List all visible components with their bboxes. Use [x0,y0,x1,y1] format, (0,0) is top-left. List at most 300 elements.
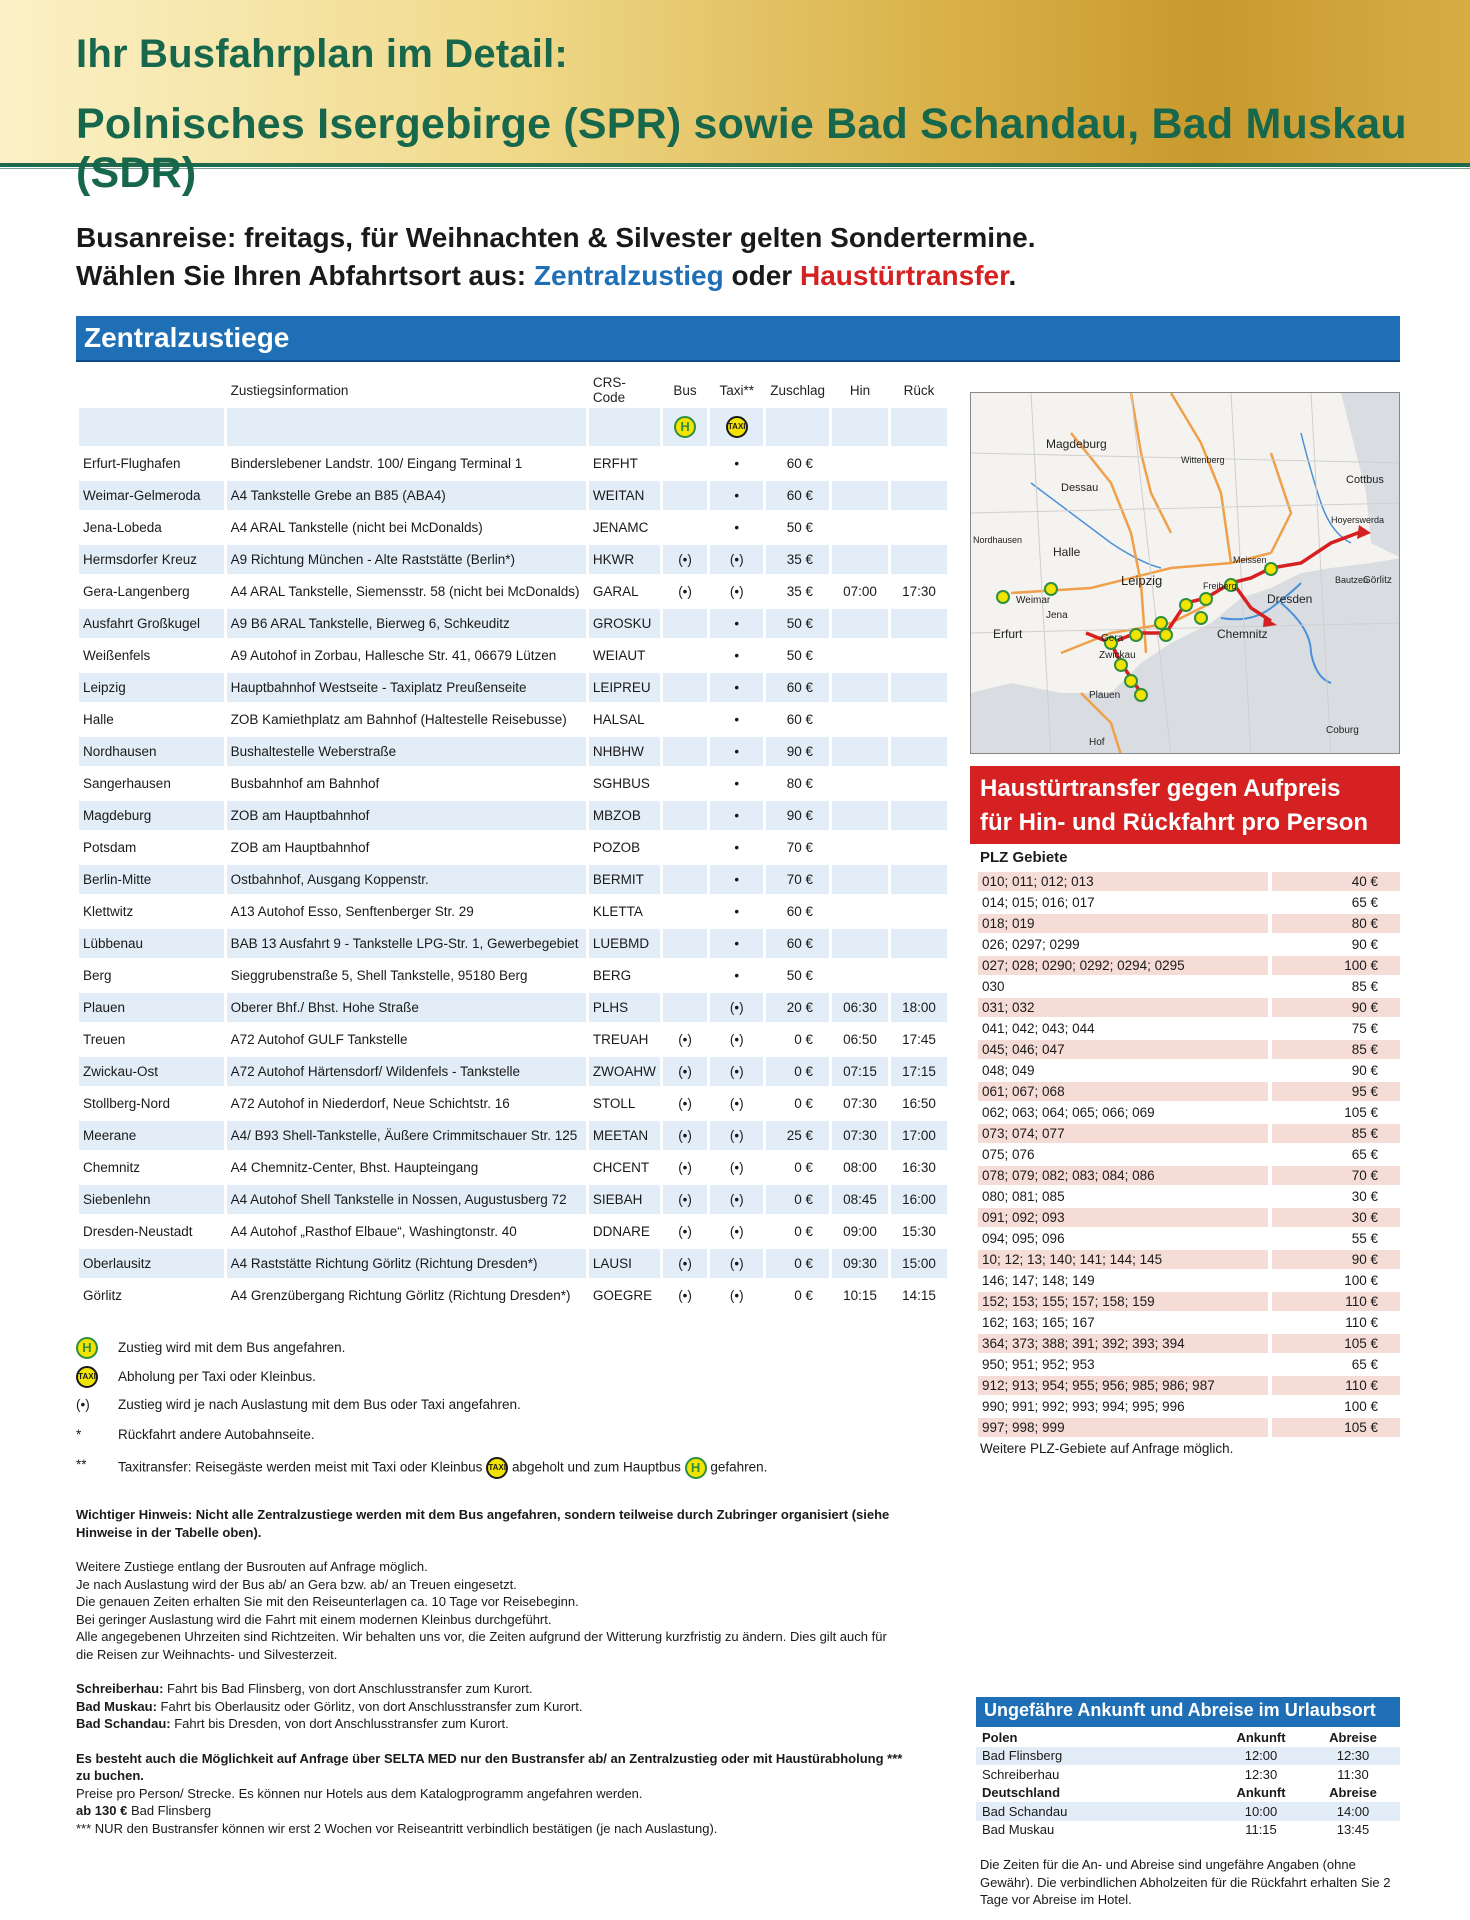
stop-zuschlag: 90 € [766,737,829,766]
stop-place: Potsdam [83,840,137,855]
stop-zuschlag: 0 € [794,1224,813,1239]
stop-crs-code: GARAL [592,584,639,599]
stop-info: Hauptbahnhof Westseite - Taxiplatz Preußenseite [227,673,586,702]
plz-price: 85 € [1272,1040,1400,1059]
table-row [978,1292,1400,1311]
plz-codes: 364; 373; 388; 391; 392; 393; 394 [978,1334,1268,1353]
note-ab-label: ab 130 € [76,1803,128,1818]
table-row [79,865,947,894]
table-row [79,1185,947,1214]
table-row [978,1019,1400,1038]
stop-place: Erfurt-Flughafen [83,456,181,471]
note-p3: Die genauen Zeiten erhalten Sie mit den Reiseunterlagen ca. 10 Tage vor Reisebeginn. [76,1594,579,1609]
table-row [978,1271,1400,1290]
stop-hin [832,769,888,798]
stop-hin [832,801,888,830]
stop-taxi: • [734,840,740,855]
stop-zuschlag: 20 € [766,993,829,1022]
stop-bus [663,993,707,1022]
map-label-freiberg: Freiberg [1203,581,1237,591]
arrival-abreise: 14:00 [1306,1802,1400,1821]
legend-dstar-text [118,1457,767,1479]
plz-codes: 026; 0297; 0299 [982,937,1080,952]
col-taxi: Taxi** [719,382,754,398]
stop-rueck [891,897,947,926]
note-bad-schandau [76,1715,906,1733]
stop-hin [832,641,888,670]
stop-info: Sieggrubenstraße 5, Shell Tankstelle, 95180 Berg [230,968,528,983]
arrival-ankunft: 12:30 [1244,1766,1278,1782]
table-row [79,705,947,734]
plz-codes: 152; 153; 155; 157; 158; 159 [978,1292,1268,1311]
stop-place: Lübbenau [79,929,224,958]
stop-crs-code: STOLL [592,1096,636,1111]
stop-taxi: • [710,673,763,702]
stop-hin [832,865,888,894]
plz-codes: 073; 074; 077 [978,1124,1268,1143]
plz-codes: 990; 991; 992; 993; 994; 995; 996 [982,1399,1185,1414]
stop-taxi: • [710,801,763,830]
map-label-hof: Hof [1089,737,1105,748]
stop-info: A9 B6 ARAL Tankstelle, Bierweg 6, Schkeuditz [227,609,586,638]
stop-zuschlag: 0 € [766,1185,829,1214]
page-title-line1: Ihr Busfahrplan im Detail: [76,32,568,76]
stop-place: Oberlausitz [79,1249,224,1278]
stop-taxi: • [734,520,740,535]
route-map [970,392,1400,754]
stop-zuschlag: 60 € [786,456,813,471]
stop-taxi: (•) [710,545,763,574]
note-bad-schandau-text: Fahrt bis Dresden, von dort Anschlusstransfer zum Kurort. [170,1716,509,1731]
stop-zuschlag: 35 € [786,584,813,599]
stop-info: A4 Autohof „Rasthof Elbaue“, Washingtonstr. 40 [230,1224,517,1239]
bus-stop-icon: H [674,416,696,438]
stop-hin: 10:15 [843,1288,877,1303]
stop-bus [663,897,707,926]
map-label-nordhausen: Nordhausen [973,535,1023,545]
legend-dstar-text-a: Taxitransfer: Reisegäste werden meist mit Taxi oder Kleinbus [118,1459,483,1475]
haustuertransfer-link[interactable]: Haustürtransfer [799,260,1009,291]
table-row [978,935,1400,954]
stop-hin: 07:15 [832,1057,888,1086]
haustuertransfer-heading [970,766,1400,844]
stop-zuschlag: 70 € [766,865,829,894]
table-row [976,1747,1400,1766]
arrival-ankunft: 12:00 [1216,1747,1306,1766]
note-schreiberhau-label: Schreiberhau: [76,1681,164,1696]
stop-crs-code: TREUAH [592,1032,649,1047]
plz-codes: 162; 163; 165; 167 [982,1315,1095,1330]
table-row [79,1153,947,1182]
table-row [79,641,947,670]
stop-zuschlag: 0 € [766,1057,829,1086]
stop-hin [832,449,888,478]
stop-rueck [891,833,947,862]
table-row [79,833,947,862]
stop-place: Berg [83,968,112,983]
map-label-halle: Halle [1053,545,1081,559]
stop-crs-code: ERFHT [592,456,638,471]
table-row [79,1121,947,1150]
stop-info: Binderslebener Landstr. 100/ Eingang Terminal 1 [230,456,523,471]
plz-price: 40 € [1272,872,1400,891]
arrival-de-label: Deutschland [982,1785,1061,1801]
stop-bus [663,705,707,734]
stop-taxi: (•) [710,1057,763,1086]
plz-codes: 950; 951; 952; 953 [982,1357,1095,1372]
stop-rueck: 17:15 [891,1057,947,1086]
stop-rueck: 15:00 [891,1249,947,1278]
stop-place: Jena-Lobeda [83,520,162,535]
stop-place: Leipzig [79,673,224,702]
plz-price: 90 € [1272,998,1400,1017]
map-label-chemnitz: Chemnitz [1217,627,1268,641]
stop-crs-code: NHBHW [589,737,660,766]
stop-place: Stollberg-Nord [83,1096,171,1111]
table-row [978,1082,1400,1101]
stop-rueck: 17:00 [891,1121,947,1150]
table-row [978,998,1400,1017]
haustuertransfer-heading-line1: Haustürtransfer gegen Aufpreis [980,775,1341,802]
stop-bus: (•) [678,1288,692,1303]
stop-zuschlag: 60 € [766,929,829,958]
stop-rueck: 17:30 [902,584,936,599]
stop-bus [663,513,707,542]
table-row [79,769,947,798]
stop-bus [663,449,707,478]
table-row [79,1281,947,1310]
stop-crs-code: POZOB [592,840,641,855]
stop-place: Dresden-Neustadt [83,1224,193,1239]
map-label-wittenberg: Wittenberg [1181,455,1225,465]
table-row [978,1376,1400,1395]
table-row [79,481,947,510]
table-row [79,577,947,606]
legend-dstar-text-b: abgeholt und zum Hauptbus [511,1459,681,1475]
stop-taxi: • [734,904,740,919]
note-p4: Bei geringer Auslastung wird die Fahrt mit einem modernen Kleinbus durchgeführt. [76,1611,552,1627]
col-bus: Bus [673,382,697,398]
table-row [79,545,947,574]
intro-text-a: Wählen Sie Ihren Abfahrtsort aus: [76,260,534,291]
plz-price: 55 € [1351,1231,1378,1246]
table-row [978,893,1400,912]
stop-zuschlag: 70 € [786,840,813,855]
stop-taxi: (•) [729,1096,744,1111]
stop-zuschlag: 60 € [786,712,813,727]
stop-zuschlag: 60 € [786,904,813,919]
table-row [976,1765,1400,1784]
note-schreiberhau-text: Fahrt bis Bad Flinsberg, von dort Anschlusstransfer zum Kurort. [163,1681,533,1696]
arrival-polen-header [976,1728,1400,1747]
stop-rueck [891,929,947,958]
legend-taxi-text: Abholung per Taxi oder Kleinbus. [118,1369,316,1384]
stop-hin [832,705,888,734]
stop-info: A9 Richtung München - Alte Raststätte (Berlin*) [227,545,586,574]
plz-codes: 091; 092; 093 [978,1208,1268,1227]
stop-rueck [891,705,947,734]
arrival-place: Bad Schandau [976,1802,1216,1821]
stop-place: Weißenfels [83,648,151,663]
stop-info: Ostbahnhof, Ausgang Koppenstr. [227,865,586,894]
map-label-bautzen: Bautzen [1335,575,1369,585]
plz-price: 95 € [1272,1082,1400,1101]
intro-text-b: oder [723,260,800,291]
table-row [978,1418,1400,1437]
stop-bus: (•) [678,584,692,599]
plz-codes: 997; 998; 999 [978,1418,1268,1437]
map-label-goerlitz: Görlitz [1363,575,1392,586]
stop-taxi: • [710,865,763,894]
stop-rueck [891,737,947,766]
map-label-meissen: Meissen [1233,555,1267,565]
stop-hin [832,897,888,926]
plz-price: 110 € [1345,1315,1378,1330]
table-row [978,1229,1400,1248]
plz-price-table [978,870,1400,1439]
table-row [978,1187,1400,1206]
table-row [79,513,947,542]
stop-bus: (•) [663,1121,707,1150]
stop-zuschlag: 50 € [786,648,813,663]
stop-taxi: (•) [729,1288,744,1303]
stop-place: Weimar-Gelmeroda [79,481,224,510]
stop-crs-code: SGHBUS [592,776,650,791]
note-stars: *** NUR den Bustransfer können wir erst 2 Wochen vor Reiseantritt verbindlich bestätigen (je nach Auslastung). [76,1820,718,1836]
stop-taxi: • [710,737,763,766]
table-header-row [79,375,947,405]
stop-rueck: 18:00 [891,993,947,1022]
arrival-abreise: 11:30 [1337,1766,1369,1782]
plz-price: 100 € [1272,956,1400,975]
map-label-cottbus: Cottbus [1346,474,1384,486]
table-row [978,1061,1400,1080]
plz-codes: 10; 12; 13; 140; 141; 144; 145 [978,1250,1268,1269]
table-row [978,1397,1400,1416]
stop-zuschlag: 60 € [766,481,829,510]
stop-place: Görlitz [83,1288,123,1303]
plz-codes: 075; 076 [982,1147,1035,1162]
table-row [978,977,1400,996]
plz-codes: 030 [982,979,1005,994]
legend-star-symbol: * [76,1427,82,1442]
plz-codes: 041; 042; 043; 044 [982,1021,1095,1036]
arrival-note: Die Zeiten für die An- und Abreise sind ungefähre Angaben (ohne Gewähr). Die verbindlichen Abholzeiten für die Rückfahrt erhalten Sie 2 Tage vor Abreise im Hotel. [980,1857,1391,1907]
legend-item-dstar [76,1450,876,1478]
plz-codes: 014; 015; 016; 017 [982,895,1095,910]
col-crs-code: CRS-Code [592,375,626,405]
stop-bus [663,801,707,830]
plz-price: 105 € [1272,1418,1400,1437]
plz-price: 80 € [1272,914,1400,933]
stop-info: Bushaltestelle Weberstraße [227,737,586,766]
stop-rueck: 17:45 [902,1032,936,1047]
plz-price: 30 € [1351,1189,1378,1204]
table-row [79,1217,947,1246]
map-label-jena: Jena [1046,610,1068,621]
plz-codes: 018; 019 [978,914,1268,933]
stop-rueck [891,481,947,510]
haustuertransfer-heading-line2: für Hin- und Rückfahrt pro Person [980,809,1369,836]
table-row [978,1355,1400,1374]
stop-crs-code: LEIPREU [589,673,660,702]
legend-bus-text: Zustieg wird mit dem Bus angefahren. [118,1340,346,1355]
zentralzustiege-table [76,372,950,1313]
table-row [976,1802,1400,1821]
stop-info: A13 Autohof Esso, Senftenberger Str. 29 [230,904,474,919]
plz-price: 90 € [1351,937,1378,952]
plz-price: 110 € [1272,1376,1400,1395]
stop-zuschlag: 50 € [766,609,829,638]
legend-star-text: Rückfahrt andere Autobahnseite. [118,1427,315,1442]
stop-info: A4/ B93 Shell-Tankstelle, Äußere Crimmitschauer Str. 125 [227,1121,586,1150]
note-selta: Es besteht auch die Möglichkeit auf Anfrage über SELTA MED nur den Bustransfer ab/ an Zentralzustieg oder mit Haustürabholung *** zu buchen. [76,1750,903,1783]
col-zustiegsinfo: Zustiegsinformation [230,382,349,398]
arrival-table [976,1728,1400,1839]
plz-codes: 080; 081; 085 [982,1189,1065,1204]
stop-bus: (•) [663,1185,707,1214]
stop-info: Busbahnhof am Bahnhof [230,776,380,791]
stop-info: Oberer Bhf./ Bhst. Hohe Straße [227,993,586,1022]
stop-bus [663,961,707,990]
legend-dstar-text-c: gefahren. [710,1459,768,1475]
plz-price: 100 € [1344,1273,1378,1288]
arrival-col-abreise: Abreise [1329,1785,1377,1801]
legend-item-bus [76,1337,776,1361]
map-label-hoyerswerda: Hoyerswerda [1331,515,1385,525]
route-map-svg [971,393,1400,754]
table-row [79,737,947,766]
map-label-magdeburg: Magdeburg [1046,437,1107,451]
stop-hin [832,673,888,702]
table-row [79,897,947,926]
stop-bus [663,641,707,670]
arrival-abreise: 12:30 [1306,1747,1400,1766]
table-row [79,1057,947,1086]
zentralzustieg-link[interactable]: Zentralzustieg [533,260,724,291]
plz-codes: 061; 067; 068 [978,1082,1268,1101]
map-label-coburg: Coburg [1326,725,1359,736]
stop-bus: (•) [663,1057,707,1086]
icon-row [79,408,947,446]
stop-crs-code: DDNARE [592,1224,650,1239]
plz-codes: 045; 046; 047 [978,1040,1268,1059]
plz-price: 65 € [1351,895,1378,910]
stop-info: A9 Autohof in Zorbau, Hallesche Str. 41, 06679 Lützen [230,648,557,663]
stop-rueck: 16:00 [891,1185,947,1214]
table-row [978,1250,1400,1269]
stop-place: Hermsdorfer Kreuz [79,545,224,574]
stop-place: Gera-Langenberg [83,584,190,599]
table-row [978,1040,1400,1059]
stop-bus: (•) [678,1096,692,1111]
plz-codes: 010; 011; 012; 013 [978,872,1268,891]
note-bad-schandau-label: Bad Schandau: [76,1716,171,1731]
table-row [978,1208,1400,1227]
plz-price: 110 € [1272,1292,1400,1311]
stop-crs-code: KLETTA [592,904,643,919]
legend-item-either [76,1397,776,1421]
intro-text-c: . [1008,260,1017,291]
note-bad-muskau [76,1698,906,1716]
stop-place: Siebenlehn [79,1185,224,1214]
arrival-ankunft: 11:15 [1245,1822,1277,1838]
stop-taxi: (•) [710,1185,763,1214]
map-label-gera: Gera [1101,633,1124,644]
plz-price: 105 € [1344,1105,1378,1120]
stop-zuschlag: 50 € [786,968,813,983]
note-schreiberhau [76,1680,906,1698]
stop-info: A72 Autohof GULF Tankstelle [230,1032,408,1047]
table-row [978,1124,1400,1143]
stop-rueck [891,609,947,638]
stop-info: ZOB am Hauptbahnhof [230,840,370,855]
stop-info: A4 Chemnitz-Center, Bhst. Haupteingang [230,1160,479,1175]
arrival-place: Bad Flinsberg [976,1747,1216,1766]
stop-taxi: (•) [710,1249,763,1278]
table-row [79,961,947,990]
stop-taxi: • [710,929,763,958]
stop-info: A4 Grenzübergang Richtung Görlitz (Richtung Dresden*) [230,1288,571,1303]
table-row [978,914,1400,933]
stop-taxi: • [710,609,763,638]
table-row [978,1313,1400,1332]
table-row [79,929,947,958]
stop-crs-code: GROSKU [589,609,660,638]
note-preise: Preise pro Person/ Strecke. Es können nur Hotels aus dem Katalogprogramm angefahren werden. [76,1785,643,1801]
stop-bus [663,833,707,862]
stop-zuschlag: 0 € [794,1096,813,1111]
table-row [978,872,1400,891]
table-row [978,1145,1400,1164]
stop-info: A4 ARAL Tankstelle (nicht bei McDonalds) [230,520,483,535]
notes [76,1506,906,1837]
table-row [79,1089,947,1118]
stop-taxi: (•) [729,1160,744,1175]
stop-taxi: • [710,481,763,510]
stop-bus [663,481,707,510]
stop-info: A4 Tankstelle Grebe an B85 (ABA4) [227,481,586,510]
stop-place: Magdeburg [79,801,224,830]
plz-note: Weitere PLZ-Gebiete auf Anfrage möglich. [980,1441,1234,1456]
stop-zuschlag: 0 € [794,1288,813,1303]
stop-zuschlag: 25 € [766,1121,829,1150]
stop-hin [832,961,888,990]
map-label-dessau: Dessau [1061,482,1099,494]
stop-crs-code: BERMIT [589,865,660,894]
stop-taxi: (•) [729,1224,744,1239]
table-row [79,1025,947,1054]
stop-bus: (•) [663,1249,707,1278]
stop-hin: 08:00 [843,1160,877,1175]
stop-taxi: • [734,968,740,983]
stop-zuschlag: 0 € [766,1249,829,1278]
plz-gebiete-heading: PLZ Gebiete [980,849,1068,866]
stop-bus [663,929,707,958]
stop-info: A4 Raststätte Richtung Görlitz (Richtung Dresden*) [227,1249,586,1278]
intro-line2 [76,260,1016,292]
plz-codes: 146; 147; 148; 149 [982,1273,1095,1288]
note-bad-muskau-text: Fahrt bis Oberlausitz oder Görlitz, von dort Anschlusstransfer zum Kurort. [156,1698,583,1714]
table-row [79,609,947,638]
bus-stop-icon: H [76,1337,98,1359]
legend-item-star [76,1427,776,1451]
stop-rueck [891,865,947,894]
stop-hin [832,833,888,862]
col-rueck: Rück [903,382,935,398]
plz-codes: 048; 049 [982,1063,1035,1078]
plz-price: 85 € [1351,979,1378,994]
